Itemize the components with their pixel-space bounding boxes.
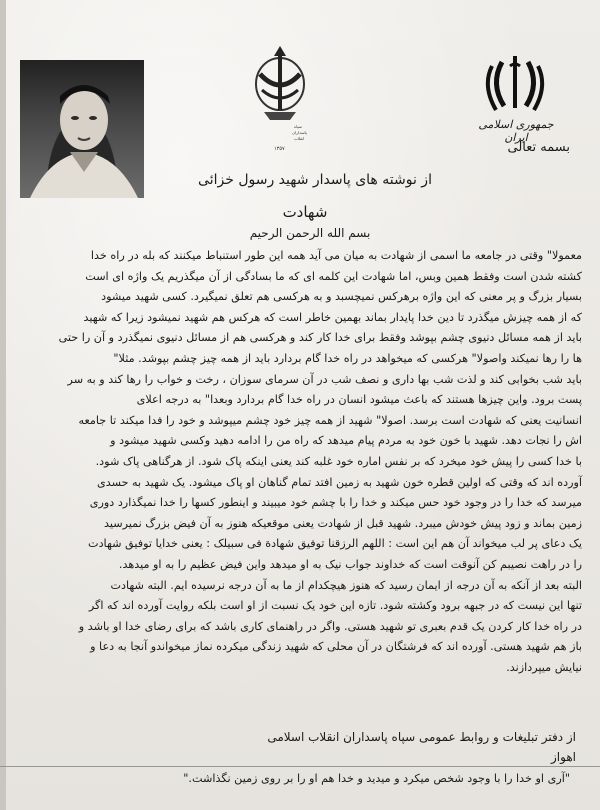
divider (0, 766, 600, 767)
body-line: اش را نجات دهد. شهید با خون خود به مردم پیام میدهد که راه من را ادامه دهید وکسی شهید میشود و (110, 434, 582, 448)
sepah-emblem-icon (244, 44, 316, 154)
body-line: کشته شدن است وفقط همین وبس، اما شهادت این کلمه ای که ما بسادگی از آن میگذریم یک واژه ای است (85, 269, 582, 283)
body-line: با خدا کسی را پیش خود میخرد که بر نفس اماره خود غلبه کند یعنی اینکه پاک شود. از هرگناهی پاک شود. (95, 454, 582, 468)
svg-text:پاسداران: پاسداران (292, 130, 307, 135)
emblem-caption: جمهوری اسلامی ایران (478, 118, 554, 144)
body-line: بسیار بزرگ و پر معنی که این واژه برهرکس نمیچسبد و به هرکسی هم تعلق نمیگیرد. کسی شهید میشود (101, 290, 582, 304)
body-line: که از همه چیزش میگذرد تا دین خدا پایدار بماند بهمین خاطر است که هرکس هم شهید نمیشود زیرا که شهید (83, 310, 582, 324)
footer-city: اهواز (551, 750, 576, 764)
body-line: پست برود. واین چیزها هستند که باعث میشود انسان در راه خدا گام بردارد وبعدا" به درجه اعلای (136, 393, 582, 407)
body-line: آورده اند که وقتی که اولین قطره خون شهید به زمین افتد تمام گناهان او پاک میشود. یک شهید به حسدی (96, 475, 582, 489)
body-line: باید از همه مسائل دنیوی چشم بپوشد وفقط برای خدا کار کند و هرکسی هم از مسائل دنیوی نمیگذرد و آن را حتی (58, 331, 582, 345)
body-text (22, 246, 582, 678)
svg-text:انقلاب: انقلاب (294, 136, 305, 141)
martyr-portrait (20, 60, 144, 198)
scan-edge (0, 0, 6, 810)
page-title: از نوشته های پاسدار شهید رسول خزائی (198, 172, 432, 188)
body-line: یک دعای پر لب میخواند آن هم این است : اللهم الرزقنا توفیق شهادة فی سبیلک : یعنی خدایا توفیق شهادت (88, 537, 582, 551)
body-line: زمین بماند و زود پیش خودش میبرد. شهید قبل از شهادت یعنی موقعیکه هنوز به آن فیض بزرگ نمیرسید (103, 516, 582, 530)
closing-line: "آری او خدا را با وجود شخص میکرد و میدید و خدا هم او را بر روی زمین نگذاشت." (183, 772, 570, 785)
body-line: در راه خدا کار کردن یک قدم بعبری تو شهید هستی. واگر در راهنمای کاری باشد که برای رضای خدا او باشد و (78, 619, 582, 633)
body-line: انسانیت یعنی که شهادت است برسد. اصولا" شهید از همه چیز خود چشم میپوشد و خود را فدا میکند تا جامعه (78, 413, 582, 427)
body-line: معمولا" وقتی در جامعه ما اسمی از شهادت به میان می آید همه این طور استنباط میکنند که بله در راه خدا (90, 249, 582, 262)
body-line: میرسد که خدا را در وجود خود حس میکند و خدا را با چشم خود میبیند و اینطور کسها را خدا نمیگذارد دوری (89, 496, 582, 510)
iran-emblem-icon (480, 52, 550, 118)
footer-office: از دفتر تبلیغات و روابط عمومی سپاه پاسداران انقلاب اسلامی (267, 730, 576, 744)
body-line: تنها این نیست که در جبهه برود وکشته شود. تازه این خود یک نسبت از او است بلکه روایت آورده اند که اگر (88, 599, 582, 613)
section-title: شهادت (282, 203, 328, 221)
basmala: بسم الله الرحمن الرحیم (249, 226, 371, 240)
body-line: البته بعد از آنکه به آن درجه از ایمان رسید که هنوز هیچکدام از ما به آن درجه نرسیده ایم. البته شهادت (110, 578, 582, 592)
svg-text:سپاه: سپاه (294, 124, 302, 129)
body-line: ها را رها نمیکند واصولا" هرکسی که میخواهد در راه خدا گام بردارد باید از همه چیز چشم بپوشد. مثلا" (113, 351, 582, 365)
body-line: نیایش میپردازند. (506, 660, 582, 674)
body-line: را در راهت نصیبم کن آنوقت است که خداوند جواب نیک به او میدهد واین فیض عظیم را به او میدهد. (118, 557, 582, 571)
basmala-short: بسمه تعالی (507, 140, 570, 155)
body-line: باز هم شهید هستی. آورده اند که فرشتگان در آن محلی که شهید زندگی میکرده نماز میخواندو آنجا به دعا و (90, 640, 582, 654)
body-line: باید شب بخوابی کند و لذت شب بها داری و نصف شب در آن سرمای سوزان ، رخت و خواب را رها کند و به سر (67, 372, 582, 386)
svg-text:۱۳۵۷: ۱۳۵۷ (274, 146, 285, 152)
